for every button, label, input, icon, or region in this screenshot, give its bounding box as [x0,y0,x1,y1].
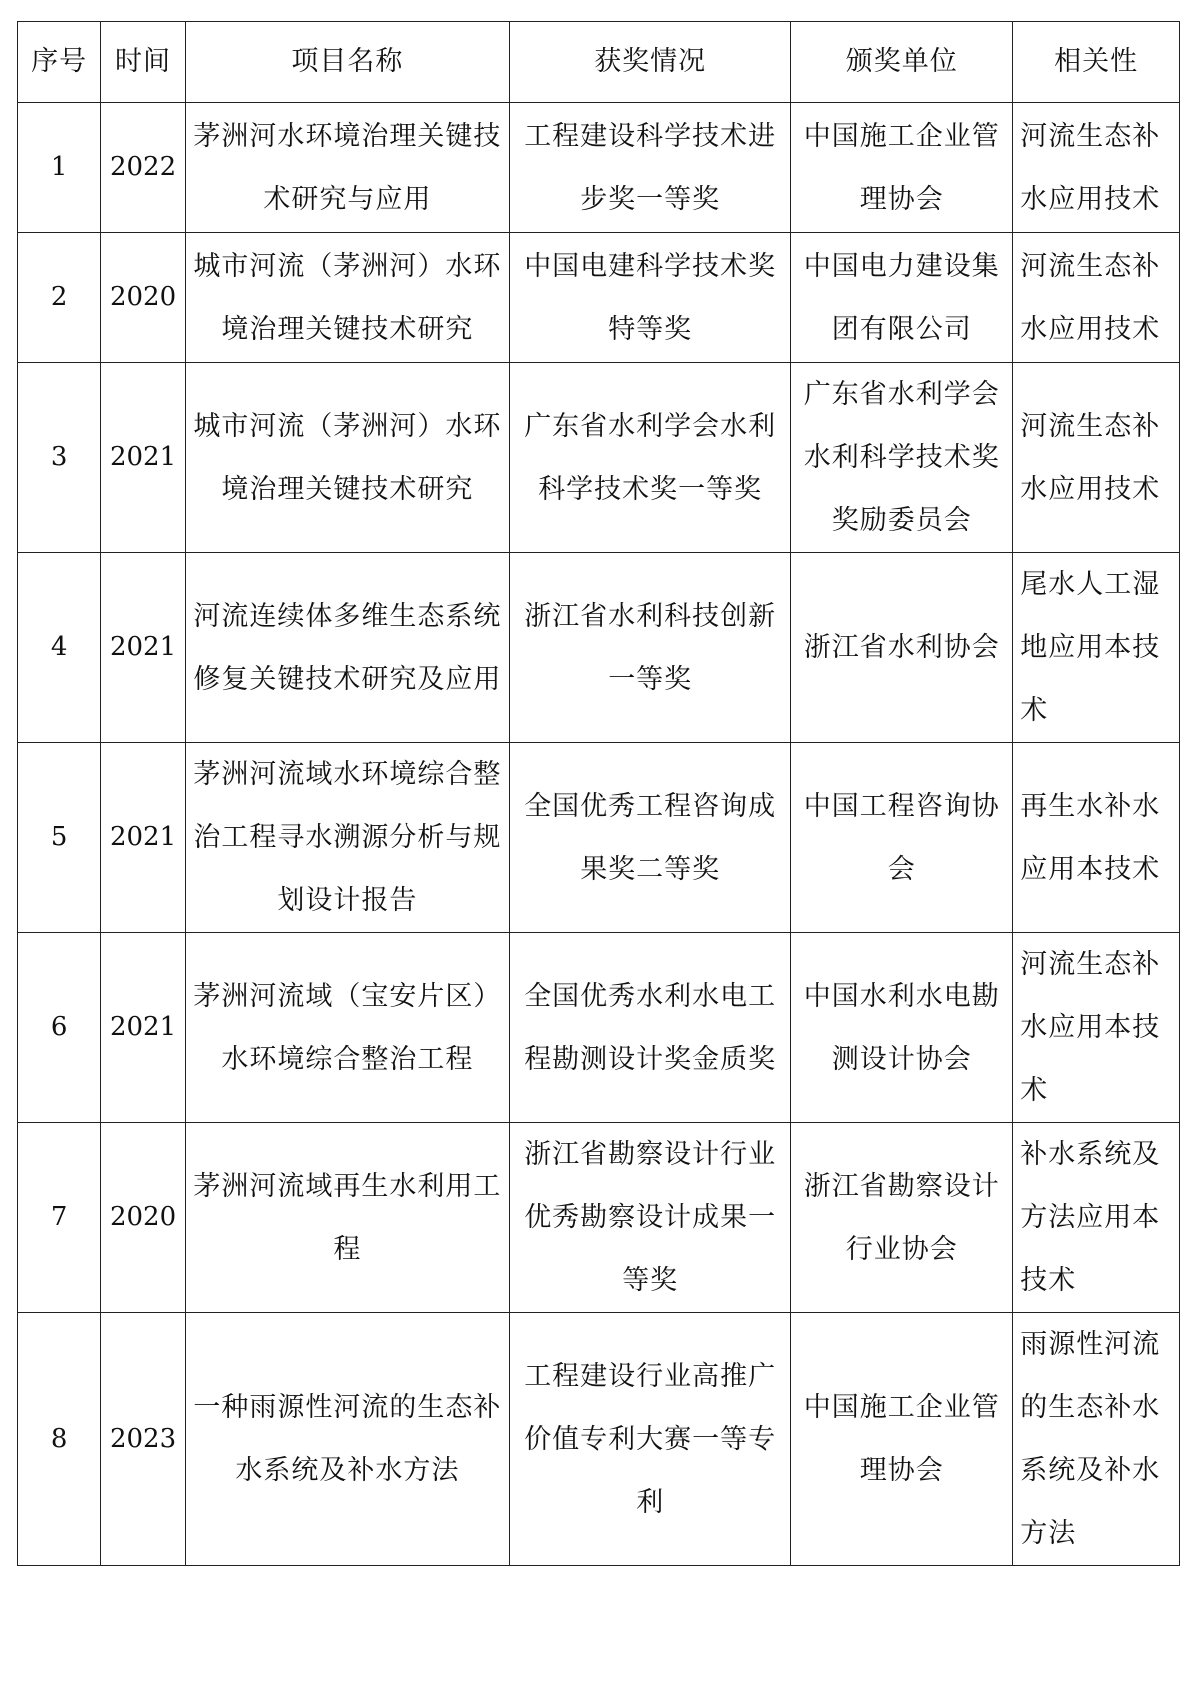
cell-serial-number: 8 [18,1313,101,1566]
cell-year: 2021 [101,363,185,553]
cell-serial-number: 6 [18,933,101,1123]
cell-relevance: 河流生态补水应用本技术 [1013,933,1180,1123]
cell-award: 浙江省水利科技创新一等奖 [510,553,791,743]
cell-project-name: 城市河流（茅洲河）水环境治理关键技术研究 [185,233,509,363]
header-relevance: 相关性 [1013,22,1180,103]
cell-serial-number: 2 [18,233,101,363]
header-row [18,22,1180,103]
cell-award: 广东省水利学会水利科学技术奖一等奖 [510,363,791,553]
cell-year: 2021 [101,933,185,1123]
cell-award: 中国电建科学技术奖特等奖 [510,233,791,363]
cell-relevance: 河流生态补水应用技术 [1013,363,1180,553]
cell-awarding-org: 浙江省水利协会 [791,553,1013,743]
cell-relevance: 河流生态补水应用技术 [1013,103,1180,233]
table-header [18,22,1180,103]
header-award: 获奖情况 [510,22,791,103]
cell-awarding-org: 浙江省勘察设计行业协会 [791,1123,1013,1313]
cell-project-name: 茅洲河流域（宝安片区）水环境综合整治工程 [185,933,509,1123]
cell-award: 工程建设科学技术进步奖一等奖 [510,103,791,233]
cell-project-name: 一种雨源性河流的生态补水系统及补水方法 [185,1313,509,1566]
cell-awarding-org: 中国水利水电勘测设计协会 [791,933,1013,1123]
cell-award: 全国优秀工程咨询成果奖二等奖 [510,743,791,933]
cell-awarding-org: 中国电力建设集团有限公司 [791,233,1013,363]
header-serial-number: 序号 [18,22,101,103]
cell-serial-number: 4 [18,553,101,743]
cell-serial-number: 7 [18,1123,101,1313]
cell-relevance: 河流生态补水应用技术 [1013,233,1180,363]
cell-project-name: 茅洲河流域再生水利用工程 [185,1123,509,1313]
awards-table [17,21,1180,1566]
cell-year: 2021 [101,743,185,933]
cell-year: 2021 [101,553,185,743]
cell-year: 2020 [101,1123,185,1313]
cell-award: 全国优秀水利水电工程勘测设计奖金质奖 [510,933,791,1123]
table-row [18,103,1180,233]
cell-relevance: 尾水人工湿地应用本技术 [1013,553,1180,743]
cell-year: 2023 [101,1313,185,1566]
cell-year: 2022 [101,103,185,233]
cell-serial-number: 1 [18,103,101,233]
cell-awarding-org: 中国施工企业管理协会 [791,103,1013,233]
cell-awarding-org: 广东省水利学会水利科学技术奖奖励委员会 [791,363,1013,553]
table-body [18,103,1180,1566]
cell-project-name: 茅洲河水环境治理关键技术研究与应用 [185,103,509,233]
header-awarding-org: 颁奖单位 [791,22,1013,103]
cell-awarding-org: 中国工程咨询协会 [791,743,1013,933]
cell-relevance: 雨源性河流的生态补水系统及补水方法 [1013,1313,1180,1566]
cell-serial-number: 3 [18,363,101,553]
cell-project-name: 河流连续体多维生态系统修复关键技术研究及应用 [185,553,509,743]
cell-relevance: 再生水补水应用本技术 [1013,743,1180,933]
cell-award: 浙江省勘察设计行业优秀勘察设计成果一等奖 [510,1123,791,1313]
table-row [18,363,1180,553]
table-row [18,233,1180,363]
cell-awarding-org: 中国施工企业管理协会 [791,1313,1013,1566]
cell-award: 工程建设行业高推广价值专利大赛一等专利 [510,1313,791,1566]
cell-year: 2020 [101,233,185,363]
cell-relevance: 补水系统及方法应用本技术 [1013,1123,1180,1313]
cell-project-name: 城市河流（茅洲河）水环境治理关键技术研究 [185,363,509,553]
header-project-name: 项目名称 [185,22,509,103]
header-time: 时间 [101,22,185,103]
cell-serial-number: 5 [18,743,101,933]
table-row [18,933,1180,1123]
cell-project-name: 茅洲河流域水环境综合整治工程寻水溯源分析与规划设计报告 [185,743,509,933]
table-row [18,553,1180,743]
table-row [18,1123,1180,1313]
table-row [18,1313,1180,1566]
table-row [18,743,1180,933]
